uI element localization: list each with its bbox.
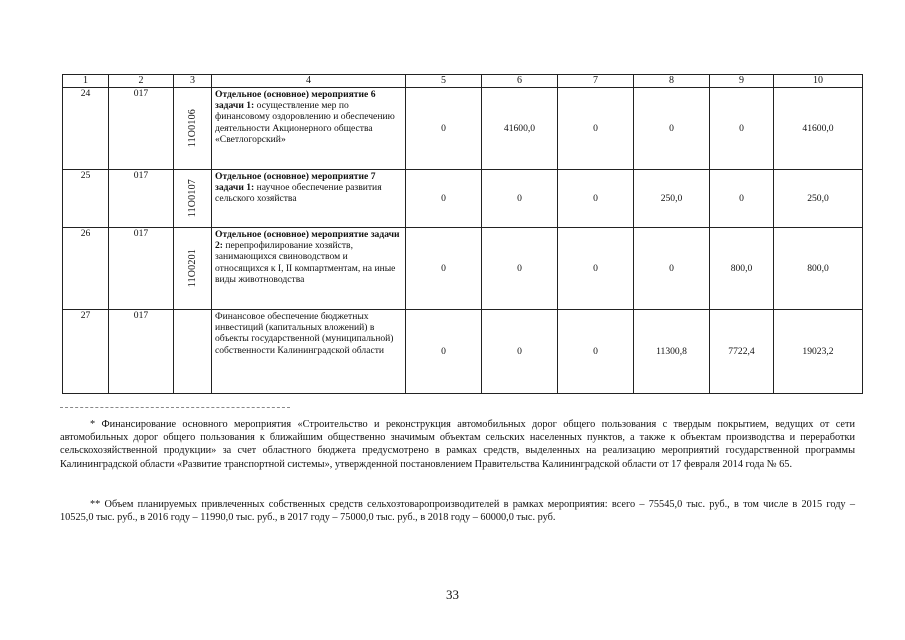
- cell-col-8: 0: [634, 228, 710, 310]
- cell-col-9: 0: [710, 170, 774, 228]
- header-col-2: 2: [109, 75, 174, 88]
- footnote-separator: [60, 407, 290, 408]
- budget-code: 11O0201: [186, 248, 198, 288]
- row-code-017: 017: [109, 310, 174, 394]
- cell-col-10: 800,0: [774, 228, 863, 310]
- description-text: перепрофилирование хозяйств, занимающихся свиноводством и относящихся к I, II компартментам, на иные виды животноводства: [215, 240, 396, 285]
- header-col-1: 1: [63, 75, 109, 88]
- table-row: [63, 310, 863, 394]
- description-bold: Отдельное (основное) мероприятие задачи 2:: [215, 229, 400, 252]
- header-col-7: 7: [558, 75, 634, 88]
- cell-col-10: 19023,2: [774, 310, 863, 394]
- footnote-2: ** Объем планируемых привлеченных собственных средств сельхозтоваропроизводителей в рамках мероприятия: всего – 75545,0 тыс. руб., в том числе в 2015 году – 10525,0 тыс. руб., в 2016 году – 11990,0 тыс. руб., в 2017 году – 75000,0 тыс. руб., в 2018 году – 60000,0 тыс. руб.: [60, 499, 855, 524]
- cell-col-7: 0: [558, 170, 634, 228]
- row-number: 24: [63, 88, 109, 170]
- header-col-5: 5: [406, 75, 482, 88]
- row-number: 26: [63, 228, 109, 310]
- cell-col-6: 0: [482, 228, 558, 310]
- cell-col-7: 0: [558, 310, 634, 394]
- row-description: [212, 170, 406, 228]
- row-code-017: 017: [109, 228, 174, 310]
- cell-col-5: 0: [406, 310, 482, 394]
- cell-col-5: 0: [406, 88, 482, 170]
- cell-col-9: 800,0: [710, 228, 774, 310]
- cell-col-7: 0: [558, 88, 634, 170]
- cell-col-5: 0: [406, 228, 482, 310]
- row-description: [212, 310, 406, 394]
- table-row: [63, 88, 863, 170]
- header-row: [63, 75, 863, 88]
- table-row: [63, 170, 863, 228]
- header-col-10: 10: [774, 75, 863, 88]
- cell-col-6: 0: [482, 170, 558, 228]
- description-bold: Отдельное (основное) мероприятие 7 задачи 1:: [215, 171, 376, 194]
- budget-table: [62, 74, 863, 394]
- table-row: [63, 228, 863, 310]
- description-text: научное обеспечение развития сельского хозяйства: [215, 182, 382, 205]
- row-code-017: 017: [109, 170, 174, 228]
- cell-col-8: 0: [634, 88, 710, 170]
- cell-col-10: 250,0: [774, 170, 863, 228]
- header-col-9: 9: [710, 75, 774, 88]
- row-code-017: 017: [109, 88, 174, 170]
- page-number: 33: [446, 587, 459, 602]
- cell-col-9: 0: [710, 88, 774, 170]
- cell-col-8: 11300,8: [634, 310, 710, 394]
- header-col-8: 8: [634, 75, 710, 88]
- cell-col-7: 0: [558, 228, 634, 310]
- header-col-6: 6: [482, 75, 558, 88]
- budget-code: 11O0107: [186, 178, 198, 218]
- header-col-4: 4: [212, 75, 406, 88]
- cell-col-10: 41600,0: [774, 88, 863, 170]
- budget-code: 11O0106: [186, 108, 198, 148]
- cell-col-9: 7722,4: [710, 310, 774, 394]
- cell-col-8: 250,0: [634, 170, 710, 228]
- row-description: [212, 88, 406, 170]
- cell-col-6: 41600,0: [482, 88, 558, 170]
- row-description: [212, 228, 406, 310]
- cell-col-5: 0: [406, 170, 482, 228]
- row-number: 25: [63, 170, 109, 228]
- description-text: Финансовое обеспечение бюджетных инвестиций (капитальных вложений) в объекты государственной (муниципальной) собственности Калининградской области: [215, 311, 394, 356]
- header-col-3: 3: [174, 75, 212, 88]
- footnote-1: * Финансирование основного мероприятия «Строительство и реконструкция автомобильных дорог общего пользования с твердым покрытием, ведущих от сети автомобильных дорог общего пользования к ближайшим общественно значимым объектам сельских населенных пунктов, а также к объектам производства и переработки сельскохозяйственной продукции» за счет областного бюджета предусмотрено в рамках средств, выделенных на реализацию мероприятий государственной программы Калининградской области «Развитие транспортной системы», утвержденной постановлением Правительства Калининградской области от 17 февраля 2014 года № 65.: [60, 419, 855, 470]
- row-number: 27: [63, 310, 109, 394]
- description-text: осуществление мер по финансовому оздоровлению и обеспечению деятельности Акционерного общества «Светлогорский»: [215, 100, 395, 145]
- description-bold: Отдельное (основное) мероприятие 6 задачи 1:: [215, 89, 376, 112]
- cell-col-6: 0: [482, 310, 558, 394]
